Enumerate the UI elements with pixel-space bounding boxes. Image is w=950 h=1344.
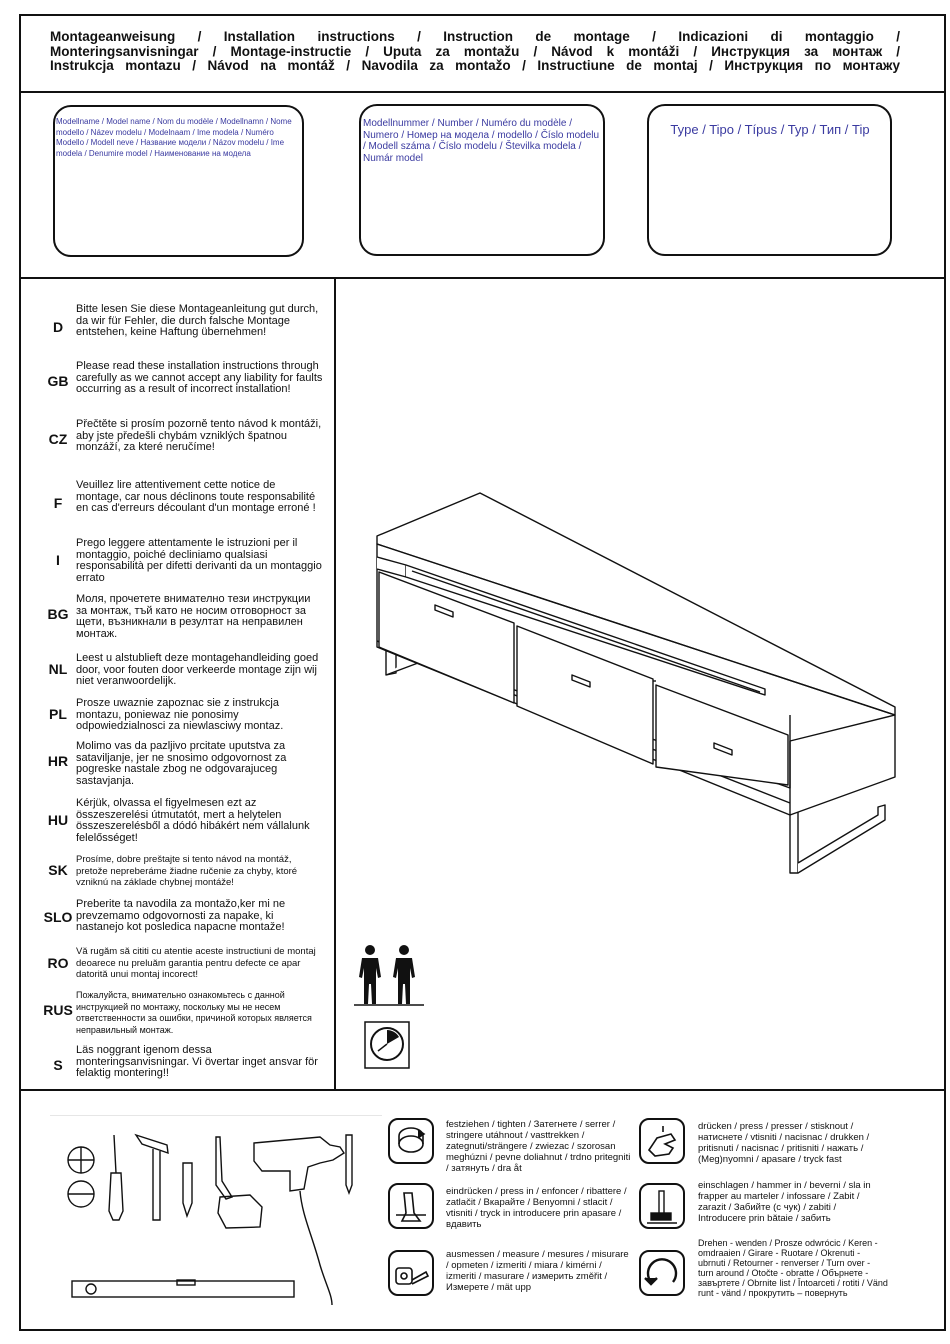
turn-over-icon	[641, 1252, 683, 1294]
measure-icon-box	[388, 1250, 434, 1296]
legend-turn-over: Drehen - wenden / Prosze odwrócic / Keren - omdraaien / Girare - Ruotare / Okrenuti - ubrnuti / Retourner - renverser / Turn over - turn around / Otočte - obratte / Обърнете - завъртете / Obrnite list / Întoarceti / rotiti / Vänd runt - vänd / прокрутить – повернуть	[698, 1238, 888, 1298]
press-in-icon-box	[388, 1183, 434, 1229]
divider-middle	[19, 277, 946, 279]
title-line-3: Instrukcja montazu / Návod na montáž / Navodila za montažo / Instructiune de montaj / Инструкция по монтажу	[50, 58, 900, 73]
drill-bit-icon	[346, 1135, 352, 1193]
type-label: Type / Tipo / Típus / Typ / Тип / Tip	[670, 122, 870, 137]
hammer-icon	[641, 1185, 683, 1227]
press-icon	[641, 1120, 683, 1162]
legend-hammer: einschlagen / hammer in / beverni / sla in frapper au marteler / infossare / Zabit / zarazit / Забийте (с чук) / zabiti / Introducere prin bătaie / забить	[698, 1180, 871, 1224]
legend-press: drücken / press / presser / stisknout / натиснете / vtisniti / nacisnac / drukken / pritisnuti / nacisnac / pritisniti / нажать / (Meg)nyomni / apasare / tryck fast	[698, 1121, 870, 1165]
measure-icon	[390, 1252, 432, 1294]
screwdriver-icon	[109, 1135, 123, 1220]
tighten-icon-box	[388, 1118, 434, 1164]
press-in-icon	[390, 1185, 432, 1227]
hammer-icon-box	[639, 1183, 685, 1229]
legend-measure: ausmessen / measure / mesures / misurare / opmeten / izmeriti / miara / kimérni / izmeriti / masurare / измерить změřit / Измерете / mät upp	[446, 1249, 629, 1293]
warning-list: D Bitte lesen Sie diese Montageanleitung gut durch, da wir für Fehler, die durch falsche Montage entstehen, keine Haftung übernehmen! GB Please read these installation instructions through carefully as we cannot accept any liability for faults occurring as a result of incorrect installation! CZ Přečtěte si prosím pozorně tento návod k montáži, aby jste předešli chybám vzniklých špatnou monzáží, za které neručíme! F Veuillez lire attentivement cette notice de montage, car nous déclinons toute responsabilité en cas d'erreurs découlant d'un montage erroné ! I Prego leggere attentamente le istruzioni per il montaggio, poiché decliniamo qualsiasi responsabilità per difetti derivanti da un montaggio errato BG Моля, прочетете внимателно тези инструкции за монтаж, тъй като не носим отговорност за щети, възникнали в резултат на неправилен монтаж. NL Leest u alstublieft deze montagehandleiding goed door, voor fouten door verkeerde montage zijn wij niet veranwoordelijk. PL Prosze uwaznie zapoznac sie z instrukcja montazu, poniewaz nie ponosimy odpowiedzialnosci za niewlasciwy montaz. HR Molimo vas da pazljivo prcitate uputstva za sataviljanje, jer ne snosimo odgovornost za pogreske nastale zbog ne odgovarajuceg sastavjanja. HU Kérjük, olvassa el figyelmesen ezt az összeszerelési útmutatót, mert a helytelen összeszerelésből a dódó hibákért nem vállalunk felelősséget! SK Prosíme, dobre preštajte si tento návod na montáž, pretože nepreberáme žiadne ručenie za chyby, ktoré vzniknú na základe chybnej montáže! SLO Preberite ta navodila za montažo,ker mi ne prevzemamo odgovornosti za napake, ki nastanejo kot posledica napacne montaže! RO Vă rugăm să cititi cu atentie aceste instructiuni de montaj deoarece nu preluăm garantia pentru defecte ce apar datorită unui montaj incorect! RUS Пожалуйста, внимательно ознакомьтесь с данной инструкцией по монтажу, поскольку мы не несем ответственности за ошибки, причиной которых является неправильный монтаж. S Läs noggrant igenom dessa monteringsanvisningar. Vi övertar inget ansvar för felaktig montering!!	[43, 303, 323, 1080]
divider-top	[19, 91, 946, 93]
pencil-icon	[183, 1163, 192, 1216]
two-persons-icon	[354, 942, 424, 1008]
clock-icon	[364, 1021, 410, 1069]
press-icon-box	[639, 1118, 685, 1164]
legend-press-in: eindrücken / press in / enfoncer / ribattere / zatlačit / Вкарайте / Benyomni / stlacit / vtisniti / tryck in introducere prin apasare / вдавить	[446, 1186, 627, 1230]
turn-over-icon-box	[639, 1250, 685, 1296]
hex-key-icon	[216, 1137, 232, 1199]
model-number-label: Modellnummer / Number / Numéro du modèle / Numero / Номер на модела / modello / Číslo modelu / Modell száma / Číslo modelu / Številka modela / Numár model	[363, 118, 600, 164]
spirit-level-icon	[72, 1281, 294, 1297]
divider-vertical	[334, 277, 336, 1090]
model-name-label: Modellname / Model name / Nom du modèle / Modellnamn / Nome modello / Název modelu / Modelnaam / Ime modela / Numéro Modello / Modell neve / Название модели / Názov modelu / Ime modela / Denumire model / Наименование на модела	[56, 117, 292, 158]
tools-illustration	[50, 1115, 382, 1311]
hammer-tool-icon	[136, 1135, 168, 1153]
drill-icon	[254, 1137, 344, 1191]
title-line-1: Montageanweisung / Installation instructions / Instruction de montage / Indicazioni di montaggio /	[50, 29, 900, 44]
drawer-right	[656, 685, 788, 785]
page-title	[50, 30, 900, 74]
tv-cabinet-illustration	[340, 485, 940, 880]
title-line-2: Monteringsanvisningar / Montage-instructie / Uputa za montažu / Návod k montáži / Инструкция за монтаж /	[50, 43, 900, 59]
legend-tighten: festziehen / tighten / Затегнете / serrer / stringere utáhnout / vasttrekken / zategnuti/strängere / zwiezac / szorosan meghúzni / pevne doliahnut / trdno pritegniti / затянуть / dra åt	[446, 1119, 631, 1174]
divider-bottom	[19, 1089, 946, 1091]
tighten-icon	[390, 1120, 432, 1162]
drawer-left	[379, 572, 514, 703]
